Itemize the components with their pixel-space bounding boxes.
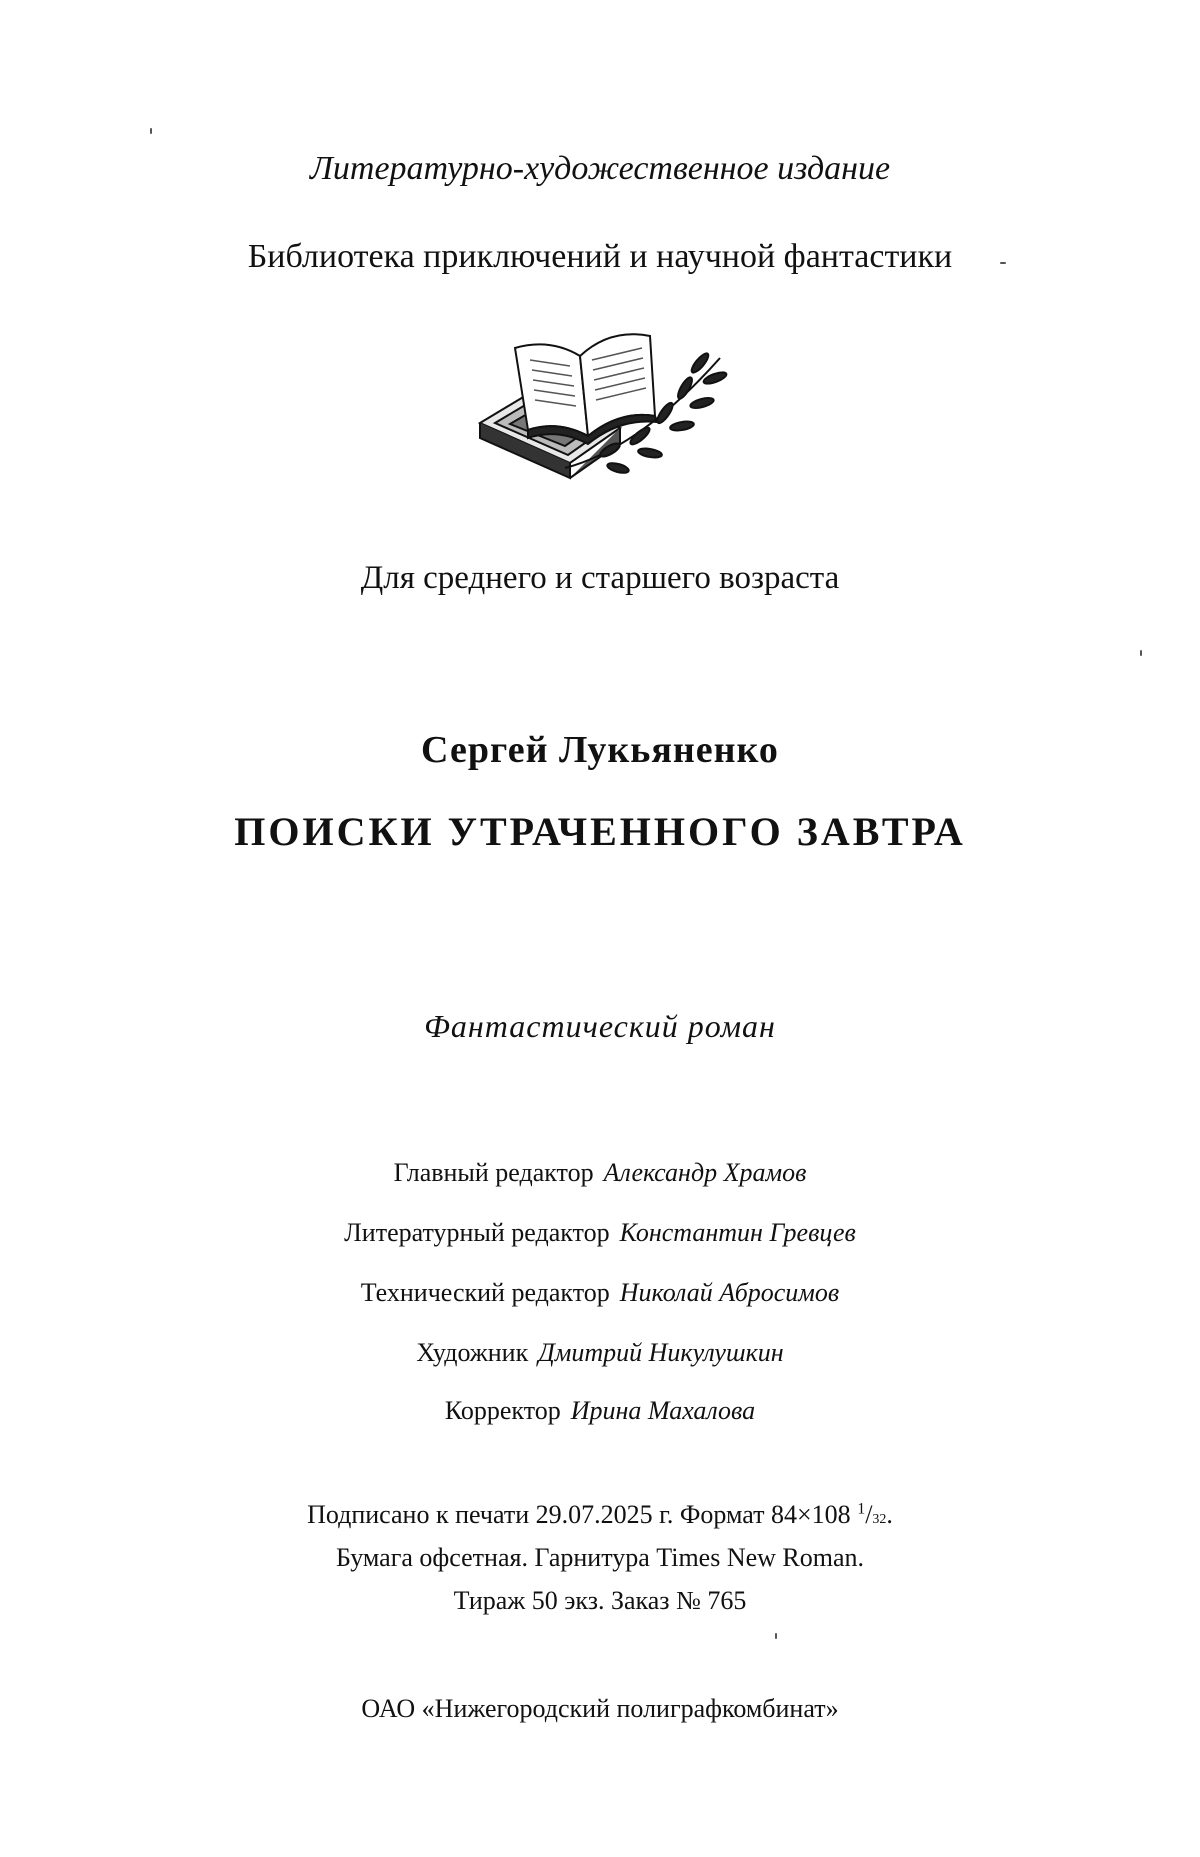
credit-person: Константин Гревцев — [619, 1218, 856, 1247]
credit-person: Ирина Махалова — [570, 1396, 756, 1425]
edition-type: Литературно-художественное издание — [309, 150, 891, 187]
series-title: Библиотека приключений и научной фантастики — [247, 238, 953, 275]
credit-line — [0, 1218, 1200, 1248]
genre: Фантастический роман — [424, 1008, 776, 1044]
credit-role: Художник — [416, 1338, 529, 1367]
scan-speck — [1000, 262, 1006, 264]
scan-speck — [150, 128, 152, 134]
format-fraction: $^1$/32 — [857, 1500, 887, 1529]
scan-speck — [775, 1633, 777, 1639]
fraction-denominator: 32 — [872, 1512, 887, 1527]
scan-speck — [1140, 650, 1142, 656]
author-name: Сергей Лукьяненко — [421, 729, 779, 771]
imprint-signed-format — [0, 1500, 1200, 1530]
credit-person: Александр Храмов — [603, 1158, 807, 1187]
open-book-with-laurel-icon — [470, 318, 740, 488]
credit-role: Литературный редактор — [344, 1218, 610, 1247]
credit-role: Корректор — [444, 1396, 561, 1425]
age-rating: Для среднего и старшего возраста — [360, 560, 840, 596]
imprint-signed-text: Подписано к печати 29.07.2025 г. Формат 84×108 — [307, 1500, 851, 1529]
credit-role: Технический редактор — [360, 1278, 610, 1307]
imprint-run-order: Тираж 50 экз. Заказ № 765 — [453, 1586, 747, 1615]
credit-role: Главный редактор — [393, 1158, 594, 1187]
credit-line — [0, 1338, 1200, 1368]
credit-line — [0, 1158, 1200, 1188]
imprint-line-end: . — [886, 1500, 893, 1529]
credit-person: Николай Абросимов — [619, 1278, 840, 1307]
book-title: ПОИСКИ УТРАЧЕННОГО ЗАВТРА — [234, 809, 966, 854]
printer-name: ОАО «Нижегородский полиграфкомбинат» — [361, 1694, 839, 1723]
credit-person: Дмитрий Никулушкин — [538, 1338, 784, 1367]
credit-line — [0, 1396, 1200, 1426]
credit-line — [0, 1278, 1200, 1308]
fraction-numerator: 1 — [857, 1500, 866, 1518]
imprint-paper-font: Бумага офсетная. Гарнитура Times New Roman. — [335, 1543, 865, 1572]
